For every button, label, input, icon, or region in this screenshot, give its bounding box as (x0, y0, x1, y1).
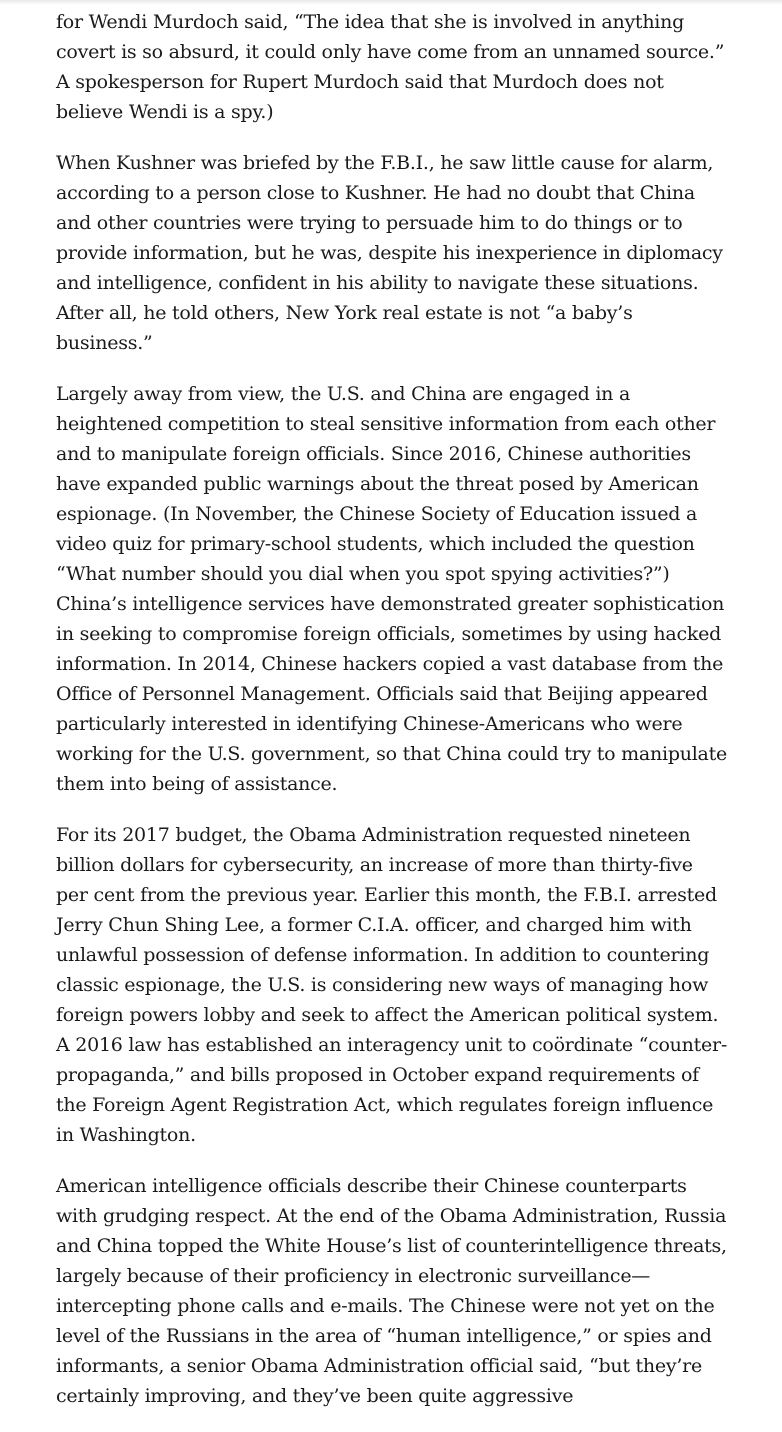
article-paragraph-5: American intelligence officials describe their Chinese counterparts with grudging respect. At the end of the Obama Administration, Russia and China topped the White House’s list of counterintelligence threats, largely because of their proficiency in electronic surveillance—intercepting phone calls and e-mails. The Chinese were not yet on the level of the Russians in the area of “human intelligence,” or spies and informants, a senior Obama Administration official said, “but they’re certainly improving, and they’ve been quite aggressive (56, 1175, 727, 1407)
article-paragraph-1: for Wendi Murdoch said, “The idea that she is involved in anything covert is so absurd, it could only have come from an unnamed source.” A spokesperson for Rupert Murdoch said that Murdoch does not believe Wendi is a spy.) (56, 11, 725, 123)
article-body (56, 7, 728, 1432)
article-paragraph-4: For its 2017 budget, the Obama Administration requested nineteen billion dollars for cybersecurity, an increase of more than thirty-five per cent from the previous year. Earlier this month, the F.B.I. arrested Jerry Chun Shing Lee, a former C.I.A. officer, and charged him with unlawful possession of defense information. In addition to countering classic espionage, the U.S. is considering new ways of managing how foreign powers lobby and seek to affect the American political system. A 2016 law has established an interagency unit to coördinate “counter-propaganda,” and bills proposed in October expand requirements of the Foreign Agent Registration Act, which regulates foreign influence in Washington. (56, 824, 727, 1146)
article-paragraph-2: When Kushner was briefed by the F.B.I., he saw little cause for alarm, according to a person close to Kushner. He had no doubt that China and other countries were trying to persuade him to do things or to provide information, but he was, despite his inexperience in diplomacy and intelligence, confident in his ability to navigate these situations. After all, he told others, New York real estate is not “a baby’s business.” (56, 152, 723, 354)
top-divider-shadow (0, 0, 782, 5)
article-paragraph-3: Largely away from view, the U.S. and China are engaged in a heightened competition to steal sensitive information from each other and to manipulate foreign officials. Since 2016, Chinese authorities have expanded public warnings about the threat posed by American espionage. (In November, the Chinese Society of Education issued a video quiz for primary-school students, which included the question “What number should you dial when you spot spying activities?”) China’s intelligence services have demonstrated greater sophistication in seeking to compromise foreign officials, sometimes by using hacked information. In 2014, Chinese hackers copied a vast database from the Office of Personnel Management. Officials said that Beijing appeared particularly interested in identifying Chinese-Americans who were working for the U.S. government, so that China could try to manipulate them into being of assistance. (56, 383, 727, 795)
